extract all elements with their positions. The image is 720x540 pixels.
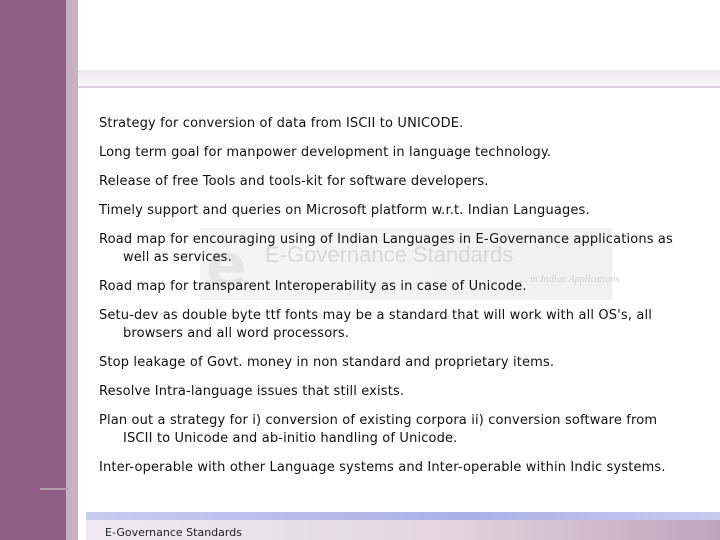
bullet-item: Road map for encouraging using of Indian Languages in E-Governance applications as well as services. — [99, 232, 673, 265]
bullet-item: Timely support and queries on Microsoft platform w.r.t. Indian Languages. — [99, 203, 590, 218]
title-area-rule — [78, 70, 720, 86]
bullet-item: Plan out a strategy for i) conversion of existing corpora ii) conversion software from ISCII to Unicode and ab-initio handling of Unicode. — [99, 413, 658, 446]
watermark-letter: e — [206, 231, 247, 301]
footer-bar — [86, 512, 720, 520]
bullet-item: Setu-dev as double byte ttf fonts may be a standard that will work with all OS's, all browsers and all word processors. — [99, 308, 653, 341]
bullet-item: Long term goal for manpower development in language technology. — [99, 145, 552, 160]
slide-body — [99, 115, 679, 488]
watermark-subtitle: ... in Indian Applications — [520, 274, 620, 285]
bullet-item: Inter-operable with other Language systems and Inter-operable within Indic systems. — [99, 460, 666, 475]
bullet-item: Resolve Intra-language issues that still exists. — [99, 384, 405, 399]
footer-accent-line — [40, 488, 68, 490]
footer-label: E-Governance Standards — [105, 526, 242, 539]
watermark-title: E-Governance Standards — [265, 242, 514, 267]
left-decorative-band — [0, 0, 66, 540]
bullet-item: Release of free Tools and tools-kit for software developers. — [99, 174, 489, 189]
bullet-item: Stop leakage of Govt. money in non standard and proprietary items. — [99, 355, 555, 370]
left-decorative-stripe — [66, 0, 78, 540]
bullet-item: Strategy for conversion of data from ISCII to UNICODE. — [99, 116, 464, 131]
title-divider — [78, 86, 720, 88]
bullet-item: Road map for transparent Interoperability as in case of Unicode. — [99, 279, 527, 294]
